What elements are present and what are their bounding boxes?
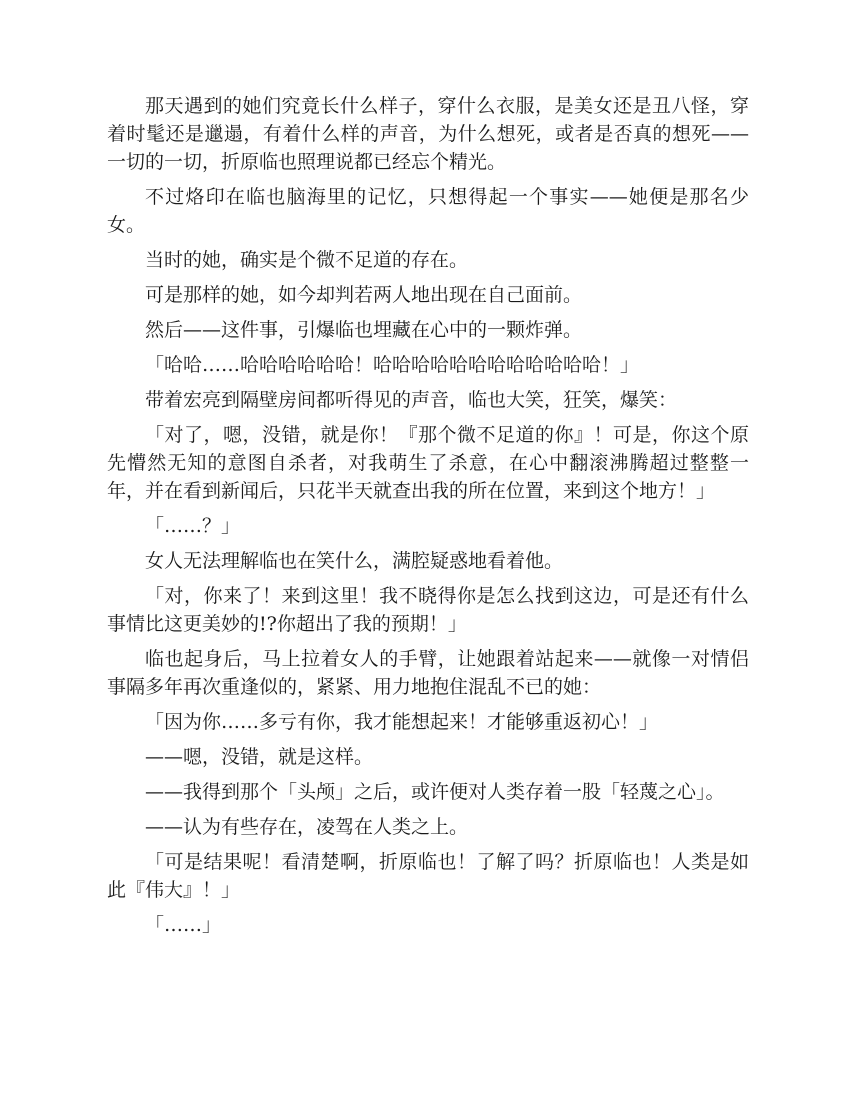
paragraph: ——嗯，没错，就是这样。 xyxy=(145,746,374,768)
paragraph: 不过烙印在临也脑海里的记忆，只想得起一个事实——她便是那名少女。 xyxy=(107,186,749,236)
paragraph: 带着宏亮到隔壁房间都听得见的声音，临也大笑，狂笑，爆笑： xyxy=(145,389,678,411)
paragraph: 当时的她，确实是个微不足道的存在。 xyxy=(145,249,469,271)
paragraph: 然后——这件事，引爆临也埋藏在心中的一颗炸弹。 xyxy=(145,319,583,341)
paragraph: 「哈哈……哈哈哈哈哈哈！哈哈哈哈哈哈哈哈哈哈哈哈！」 xyxy=(145,354,640,376)
paragraph: 「对，你来了！来到这里！我不晓得你是怎么找到这边，可是还有什么事情比这更美妙的!?你超出了我的预期！」 xyxy=(107,585,749,635)
paragraph: 「因为你……多亏有你，我才能想起来！才能够重返初心！」 xyxy=(145,711,659,733)
paragraph: 临也起身后，马上拉着女人的手臂，让她跟着站起来——就像一对情侣事隔多年再次重逢似的，紧紧、用力地抱住混乱不已的她： xyxy=(107,648,749,698)
paragraph: ——我得到那个「头颅」之后，或许便对人类存着一股「轻蔑之心」。 xyxy=(145,781,725,803)
document-page xyxy=(107,92,749,946)
paragraph: 「……」 xyxy=(145,914,222,936)
paragraph: 可是那样的她，如今却判若两人地出现在自己面前。 xyxy=(145,284,583,306)
paragraph: 「对了，嗯，没错，就是你！『那个微不足道的你』！可是，你这个原先懵然无知的意图自杀者，对我萌生了杀意，在心中翻滚沸腾超过整整一年，并在看到新闻后，只花半天就查出我的所在位置，来到这个地方！」 xyxy=(107,424,749,502)
paragraph: 那天遇到的她们究竟长什么样子，穿什么衣服，是美女还是丑八怪，穿着时髦还是邋遢，有着什么样的声音，为什么想死，或者是否真的想死——一切的一切，折原临也照理说都已经忘个精光。 xyxy=(107,95,749,173)
paragraph: 「可是结果呢！看清楚啊，折原临也！了解了吗？折原临也！人类是如此『伟大』！」 xyxy=(107,851,749,901)
paragraph: 女人无法理解临也在笑什么，满腔疑惑地看着他。 xyxy=(145,550,564,572)
paragraph: ——认为有些存在，凌驾在人类之上。 xyxy=(145,816,469,838)
paragraph: 「……？」 xyxy=(145,515,241,537)
